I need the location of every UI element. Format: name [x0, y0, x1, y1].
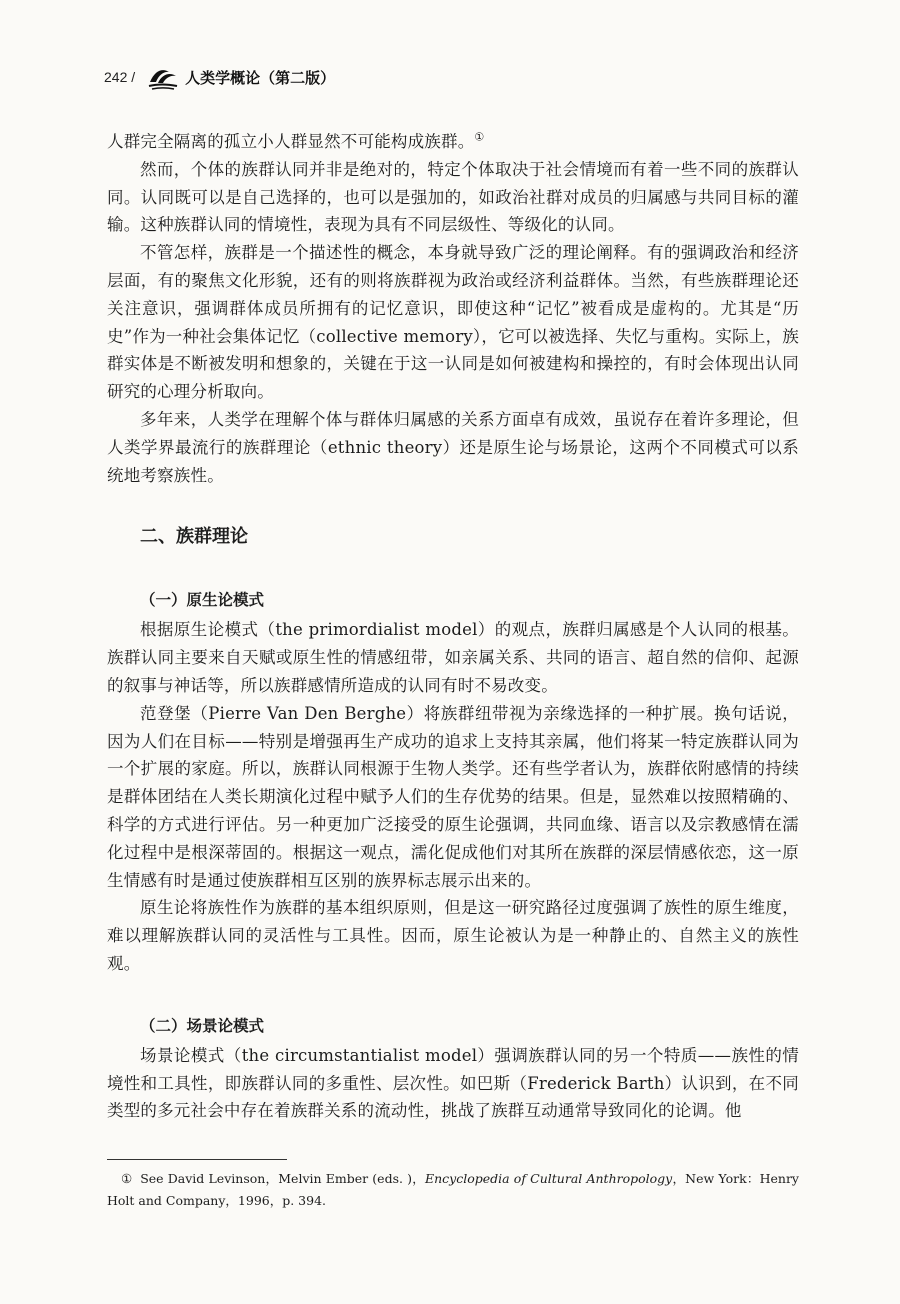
footnote-text: See David Levinson，Melvin Ember (eds. )， [140, 1171, 425, 1186]
paragraph-text: 人群完全隔离的孤立小人群显然不可能构成族群。 [107, 132, 475, 151]
paragraph: 场景论模式（the circumstantialist model）强调族群认同的另一个特质——族性的情境性和工具性，即族群认同的多重性、层次性。如巴斯（Frederick Barth）认识到，在不同类型的多元社会中存在着族群关系的流动性，挑战了族群互动通常导致同化的论调。他 [107, 1045, 799, 1121]
footnote-reference: ① [474, 130, 485, 144]
paragraph: 不管怎样，族群是一个描述性的概念，本身就导致广泛的理论阐释。有的强调政治和经济层面，有的聚焦文化形貌，还有的则将族群视为政治或经济利益群体。当然，有些族群理论还关注意识，强调群体成员所拥有的记忆意识，即使这种“记忆”被看成是虚构的。尤其是“历史”作为一种社会集体记忆（collective memory），它可以被选择、失忆与重构。实际上，族群实体是不断被发明和想象的，关键在于这一认同是如何被建构和操控的，有时会体现出认同研究的心理分析取向。 [107, 243, 799, 402]
paragraph: 然而，个体的族群认同并非是绝对的，特定个体取决于社会情境而有着一些不同的族群认同。认同既可以是自己选择的，也可以是强加的，如政治社群对成员的归属感与共同目标的灌输。这种族群认同的情境性，表现为具有不同层级性、等级化的认同。 [107, 159, 799, 235]
paragraph: 根据原生论模式（the primordialist model）的观点，族群归属感是个人认同的根基。族群认同主要来自天赋或原生性的情感纽带，如亲属关系、共同的语言、超自然的信仰、起源的叙事与神话等，所以族群感情所造成的认同有时不易改变。 [107, 620, 799, 695]
footnote-marker: ① [121, 1171, 133, 1186]
footnote [107, 1168, 799, 1212]
subsection-heading: （二）场景论模式 [140, 1016, 265, 1035]
paragraph: 多年来，人类学在理解个体与群体归属感的关系方面卓有成效，虽说存在着许多理论，但人类学界最流行的族群理论（ethnic theory）还是原生论与场景论，这两个不同模式可以系统地考察族性。 [107, 409, 799, 485]
footnote-divider [107, 1159, 287, 1160]
paragraph [107, 128, 799, 156]
running-header [104, 60, 335, 94]
paragraph: 范登堡（Pierre Van Den Berghe）将族群纽带视为亲缘选择的一种扩展。换句话说，因为人们在目标——特别是增强再生产成功的追求上支持其亲属，他们将某一特定族群认同为一个扩展的家庭。所以，族群认同根源于生物人类学。还有些学者认为，族群依附感情的持续是群体团结在人类长期演化过程中赋予人们的生存优势的结果。但是，显然难以按照精确的、科学的方式进行评估。另一种更加广泛接受的原生论强调，共同血缘、语言以及宗教感情在濡化过程中是根深蒂固的。根据这一观点，濡化促成他们对其所在族群的深层情感依恋，这一原生情感有时是通过使族群相互区别的族界标志展示出来的。 [107, 703, 799, 890]
wave-logo-icon [147, 62, 179, 92]
subsection-heading: （一）原生论模式 [140, 591, 265, 610]
book-title: 人类学概论（第二版） [185, 68, 336, 87]
body-text [107, 128, 799, 1125]
section-heading: 二、族群理论 [140, 526, 248, 548]
paragraph: 原生论将族性作为族群的基本组织原则，但是这一研究路径过度强调了族性的原生维度，难以理解族群认同的灵活性与工具性。因而，原生论被认为是一种静止的、自然主义的族性观。 [107, 898, 799, 973]
footnote-book-title: Encyclopedia of Cultural Anthropology [425, 1171, 673, 1186]
footnote-text: ，New York：Henry Holt and Company，1996，p. 394. [107, 1171, 799, 1208]
page-number: 242 / [104, 69, 136, 85]
